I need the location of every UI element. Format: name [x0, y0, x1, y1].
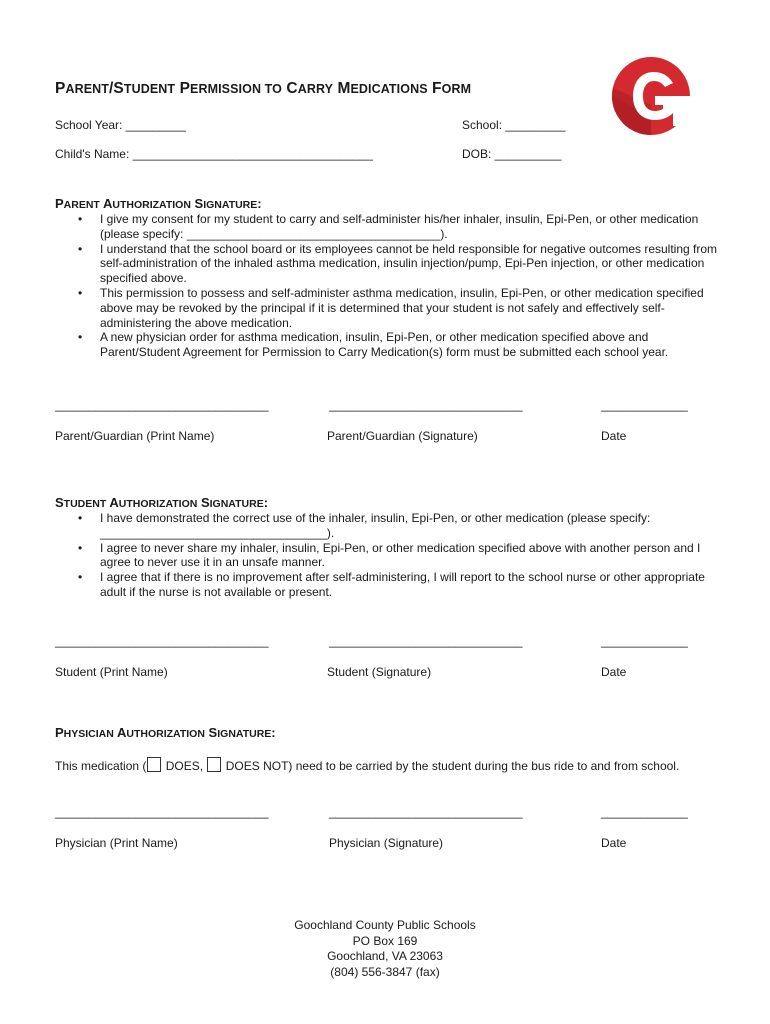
student-signature-line[interactable]: _____________________________: [329, 634, 523, 648]
student-print-name-line[interactable]: ________________________________: [55, 634, 269, 648]
list-item: • A new physician order for asthma medication, insulin, Epi-Pen, or other medication specified above and Parent/Student Agreement for Permission to Carry Medication(s) form must be submitted each school year.: [78, 330, 669, 360]
parent-authorization-heading: PARENT AUTHORIZATION SIGNATURE:: [55, 196, 262, 211]
physician-signature-line[interactable]: _____________________________: [329, 805, 523, 819]
physician-signature-label: Physician (Signature): [329, 836, 444, 850]
parent-print-name-label: Parent/Guardian (Print Name): [55, 429, 215, 443]
list-item: • I have demonstrated the correct use of the inhaler, insulin, Epi-Pen, or other medication (please specify: __________________________________).: [78, 511, 651, 540]
dob-field: DOB: __________: [462, 147, 562, 161]
footer-org: Goochland County Public Schools: [294, 918, 476, 932]
does-not-checkbox[interactable]: [207, 757, 221, 772]
student-date-line[interactable]: _____________: [601, 634, 688, 648]
parent-print-name-line[interactable]: ________________________________: [55, 398, 269, 412]
school-year-field: School Year: _________: [55, 118, 186, 132]
school-field: School: _________: [462, 118, 566, 132]
footer-city: Goochland, VA 23063: [327, 949, 443, 963]
parent-bullet-list: [78, 212, 718, 360]
physician-print-name-label: Physician (Print Name): [55, 836, 178, 850]
student-signature-label: Student (Signature): [327, 665, 432, 679]
footer-fax: (804) 556-3847 (fax): [330, 964, 440, 979]
list-item: • I give my consent for my student to carry and self-administer his/her inhaler, insulin, Epi-Pen, or other medication (please specify: ______________________________________).: [78, 212, 699, 241]
parent-date-line[interactable]: _____________: [601, 398, 688, 412]
bus-ride-statement: This medication ( DOES, DOES NOT) need to be carried by the student during the bus ride to and from school.: [55, 759, 680, 773]
parent-signature-line[interactable]: _____________________________: [329, 398, 523, 412]
footer-po-box: PO Box 169: [352, 933, 418, 948]
list-item: • This permission to possess and self-administer asthma medication, insulin, Epi-Pen, or other medication specified above may be revoked by the principal if it is determined that your student is not safely and effectively self-administering the above medication.: [78, 285, 704, 330]
student-authorization-heading: STUDENT AUTHORIZATION SIGNATURE:: [55, 495, 269, 510]
list-item: • I agree that if there is no improvement after self-administering, I will report to the school nurse or other appropriate adult if the nurse is not available or present.: [78, 570, 705, 599]
list-item: • I understand that the school board or its employees cannot be held responsible for negative outcomes resulting from self-administration of the inhaled asthma medication, insulin injection/pump, Epi-Pen injection, or other medication specified above.: [78, 241, 718, 286]
physician-date-line[interactable]: _____________: [601, 805, 688, 819]
goochland-g-logo: [611, 55, 691, 137]
physician-date-label: Date: [601, 836, 627, 850]
physician-authorization-heading: PHYSICIAN AUTHORIZATION SIGNATURE:: [55, 725, 276, 740]
student-bullet-list: [78, 511, 718, 600]
physician-print-name-line[interactable]: ________________________________: [55, 805, 269, 819]
child-name-field: Child's Name: ____________________________________: [55, 147, 373, 161]
parent-signature-label: Parent/Guardian (Signature): [327, 429, 478, 443]
list-item: • I agree to never share my inhaler, insulin, Epi-Pen, or other medication specified above with another person and I agree to never use it in an unsafe manner.: [78, 540, 701, 570]
does-checkbox[interactable]: [147, 757, 161, 772]
student-print-name-label: Student (Print Name): [55, 665, 168, 679]
form-title: PARENT/STUDENT PERMISSION TO CARRY MEDICATIONS FORM: [55, 80, 472, 97]
parent-date-label: Date: [601, 429, 627, 443]
footer-address: [0, 918, 770, 980]
student-date-label: Date: [601, 665, 627, 679]
